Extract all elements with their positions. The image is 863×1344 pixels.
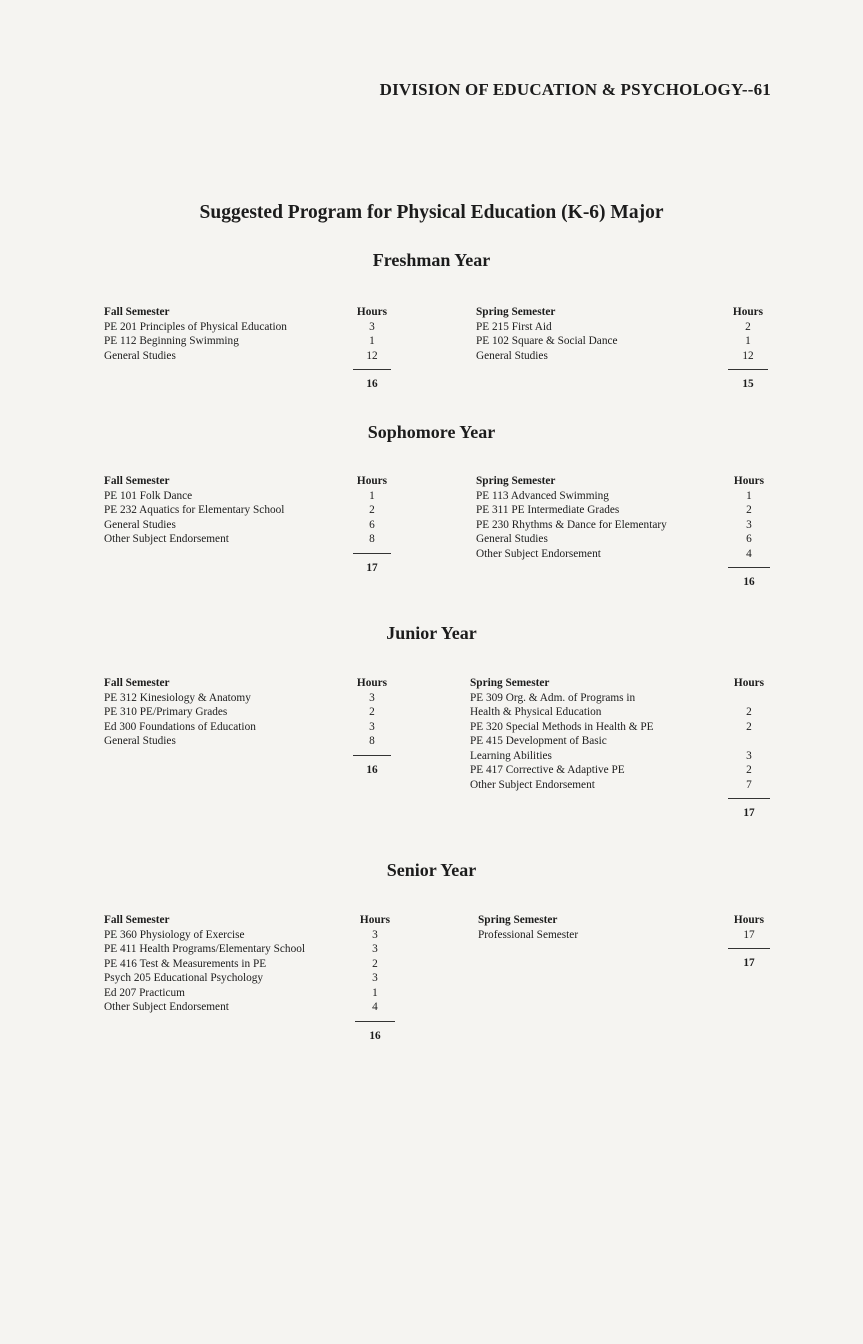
course-name: PE 102 Square & Social Dance: [476, 335, 618, 347]
semester-total-hours: 17: [366, 561, 378, 574]
course-hours: 3: [746, 518, 752, 531]
semester-total-hours: 17: [743, 957, 755, 969]
course-hours: 12: [366, 349, 378, 362]
course-name: Psych 205 Educational Psychology: [104, 972, 264, 984]
total-rule: [353, 553, 391, 554]
semester-total-hours: 16: [366, 763, 378, 776]
course-name: General Studies: [104, 349, 176, 362]
hours-header: Hours: [733, 677, 765, 689]
course-name: PE 360 Physiology of Exercise: [104, 928, 245, 941]
course-name: General Studies: [104, 735, 176, 747]
hours-header: Hours: [733, 914, 765, 926]
course-hours: 12: [742, 349, 754, 362]
course-name: PE 112 Beginning Swimming: [104, 335, 239, 347]
total-rule: [353, 755, 391, 756]
course-hours: 2: [746, 720, 752, 733]
course-hours: 4: [372, 1001, 378, 1013]
course-name: Other Subject Endorsement: [470, 778, 595, 791]
semester-total-hours: 16: [369, 1029, 381, 1042]
course-name: PE 230 Rhythms & Dance for Elementary: [476, 518, 667, 531]
course-hours: 3: [372, 972, 378, 984]
year-heading: Junior Year: [386, 623, 477, 643]
course-hours: 1: [372, 986, 378, 999]
course-hours: 2: [372, 957, 378, 970]
semester-total-hours: 16: [743, 576, 755, 588]
course-name: PE 311 PE Intermediate Grades: [476, 504, 620, 516]
total-rule: [728, 567, 770, 568]
course-hours: 3: [369, 720, 375, 733]
course-name: Learning Abilities: [470, 749, 552, 762]
course-hours: 2: [746, 706, 752, 718]
course-hours: 8: [369, 533, 375, 545]
course-hours: 3: [372, 928, 378, 941]
course-name: PE 215 First Aid: [476, 320, 552, 333]
fall-semester-header: Fall Semester: [104, 914, 170, 926]
course-name: PE 411 Health Programs/Elementary School: [104, 943, 306, 955]
course-hours: 2: [746, 504, 752, 516]
fall-semester-header: Fall Semester: [104, 677, 170, 689]
course-name: PE 320 Special Methods in Health & PE: [470, 720, 654, 733]
course-name: PE 201 Principles of Physical Education: [104, 320, 287, 333]
hours-header: Hours: [359, 914, 391, 926]
spring-semester-header: Spring Semester: [470, 677, 550, 689]
course-name: PE 310 PE/Primary Grades: [104, 706, 228, 718]
hours-header: Hours: [356, 677, 388, 689]
course-hours: 2: [746, 764, 752, 776]
year-heading: Sophomore Year: [367, 422, 496, 442]
course-hours: 1: [746, 489, 752, 502]
course-hours: 1: [369, 335, 375, 347]
total-rule: [355, 1021, 395, 1022]
total-rule: [728, 948, 770, 949]
course-hours: 2: [745, 320, 751, 333]
course-name: PE 309 Org. & Adm. of Programs in: [470, 691, 636, 704]
semester-total-hours: 16: [366, 378, 378, 390]
course-name: PE 415 Development of Basic: [470, 735, 607, 747]
course-name: General Studies: [476, 349, 548, 362]
course-name: Ed 207 Practicum: [104, 986, 185, 999]
year-heading: Freshman Year: [372, 250, 491, 270]
course-hours: 3: [372, 943, 378, 955]
hours-header: Hours: [356, 475, 388, 487]
hours-header: Hours: [733, 475, 765, 487]
semester-total-hours: 17: [743, 807, 755, 819]
course-name: Professional Semester: [478, 928, 579, 941]
course-hours: 3: [369, 320, 375, 333]
course-hours: 1: [369, 489, 375, 502]
course-name: PE 113 Advanced Swimming: [476, 489, 609, 502]
fall-semester-header: Fall Semester: [104, 475, 170, 487]
course-name: PE 417 Corrective & Adaptive PE: [470, 764, 625, 776]
page-title: Suggested Program for Physical Education (K-6) Major: [199, 202, 664, 223]
hours-header: Hours: [356, 306, 388, 318]
spring-semester-header: Spring Semester: [476, 475, 556, 487]
fall-semester-header: Fall Semester: [104, 306, 170, 318]
course-hours: 17: [743, 928, 755, 941]
total-rule: [353, 369, 391, 370]
course-hours: 7: [746, 778, 752, 791]
course-name: Other Subject Endorsement: [476, 547, 601, 560]
course-name: Other Subject Endorsement: [104, 1001, 229, 1013]
total-rule: [728, 369, 768, 370]
course-hours: 4: [746, 547, 752, 560]
course-hours: 6: [369, 518, 375, 531]
spring-semester-header: Spring Semester: [478, 914, 558, 926]
course-hours: 2: [369, 706, 375, 718]
course-name: Health & Physical Education: [470, 706, 602, 718]
course-name: Other Subject Endorsement: [104, 533, 229, 545]
course-hours: 6: [746, 533, 752, 545]
total-rule: [728, 798, 770, 799]
year-heading: Senior Year: [386, 860, 477, 880]
running-head: DIVISION OF EDUCATION & PSYCHOLOGY--61: [379, 80, 771, 99]
hours-header: Hours: [732, 306, 764, 318]
course-hours: 1: [745, 335, 751, 347]
course-hours: 8: [369, 735, 375, 747]
course-name: PE 416 Test & Measurements in PE: [104, 957, 267, 970]
course-name: PE 232 Aquatics for Elementary School: [104, 504, 285, 516]
spring-semester-header: Spring Semester: [476, 306, 556, 318]
course-name: PE 312 Kinesiology & Anatomy: [104, 691, 251, 704]
semester-total-hours: 15: [742, 378, 754, 390]
course-name: PE 101 Folk Dance: [104, 489, 193, 502]
course-name: Ed 300 Foundations of Education: [104, 720, 256, 733]
course-name: General Studies: [476, 533, 548, 545]
course-hours: 2: [369, 504, 375, 516]
course-hours: 3: [369, 691, 375, 704]
course-hours: 3: [746, 749, 752, 762]
course-name: General Studies: [104, 518, 176, 531]
